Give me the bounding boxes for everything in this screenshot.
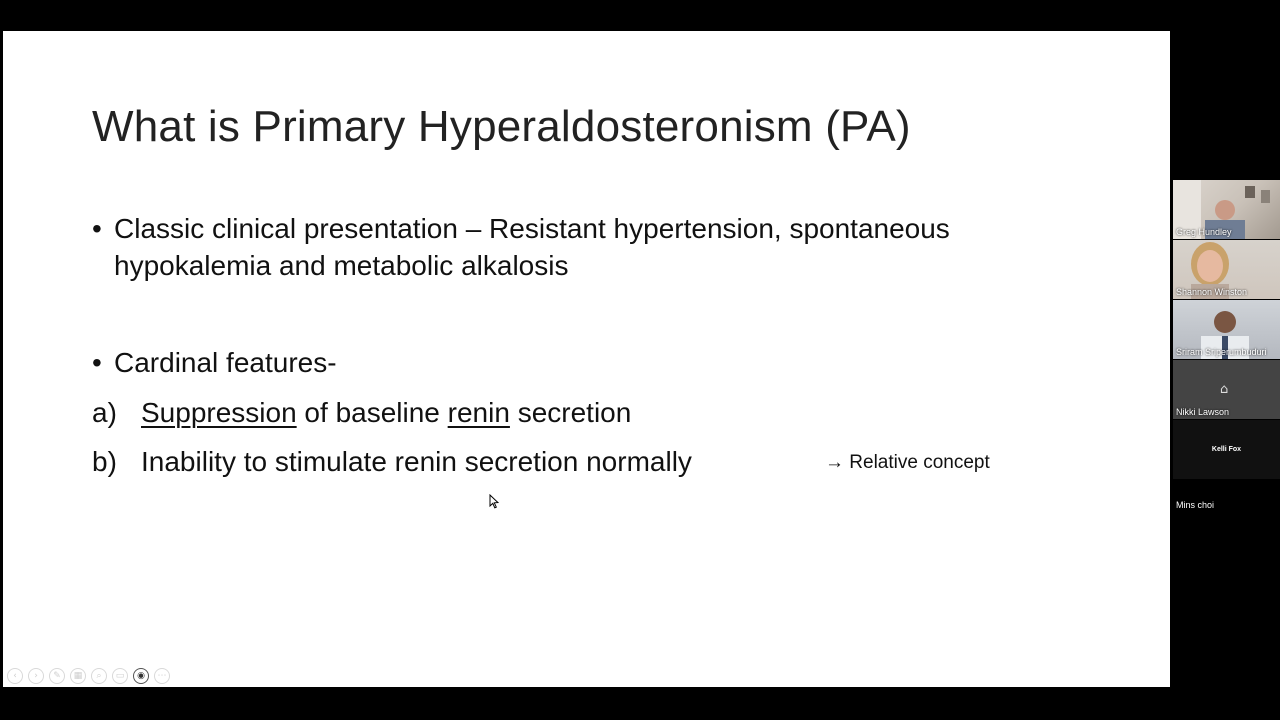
text-segment: secretion (509, 397, 632, 428)
participant-tile[interactable] (1173, 180, 1280, 239)
subtitles-icon[interactable]: ▭ (112, 668, 128, 684)
underlined-suppression: Suppression (141, 397, 297, 428)
participants-panel (1173, 180, 1280, 541)
text-segment: of baseline (296, 397, 448, 428)
presentation-slide (3, 31, 1170, 687)
sub-item-text (141, 394, 631, 431)
relative-concept-note: → Relative concept (825, 452, 990, 473)
participant-name: Kelli Fox (1211, 446, 1242, 453)
slides-icon[interactable]: ▦ (70, 668, 86, 684)
bullet-text: Cardinal features- (114, 347, 337, 378)
sub-item-text: Inability to stimulate renin secretion normally (141, 446, 692, 477)
slideshow-toolbar (7, 668, 170, 684)
video-icon[interactable]: ◉ (133, 668, 149, 684)
bullet-line-2: hypokalemia and metabolic alkalosis (114, 250, 569, 281)
participant-name: Sriram Sriperumbuduri (1176, 347, 1267, 357)
bullet-marker: • (92, 347, 102, 378)
previous-icon[interactable]: ‹ (7, 668, 23, 684)
pen-icon[interactable]: ✎ (49, 668, 65, 684)
mouse-pointer-icon (489, 494, 499, 509)
participant-tile[interactable] (1173, 420, 1280, 479)
more-icon[interactable]: ⋯ (154, 668, 170, 684)
zoom-icon[interactable]: ⌕ (91, 668, 107, 684)
camera-off-icon: ⌂ (1220, 382, 1229, 397)
participant-name: Shannon Winston (1176, 287, 1248, 297)
next-icon[interactable]: › (28, 668, 44, 684)
participant-name: Mins choi (1176, 500, 1215, 510)
bullet-marker: • (92, 213, 102, 244)
participant-tile[interactable] (1173, 360, 1280, 419)
participant-tile[interactable] (1173, 300, 1280, 359)
participant-tile[interactable] (1173, 480, 1280, 540)
participant-name: Greg Hundley (1176, 227, 1232, 237)
participant-tile[interactable] (1173, 240, 1280, 299)
sub-item-label: b) (92, 446, 117, 477)
underlined-renin: renin (447, 397, 510, 428)
bullet-line-1: Classic clinical presentation – Resistant hypertension, spontaneous (114, 213, 950, 244)
slide-title: What is Primary Hyperaldosteronism (PA) (92, 102, 911, 151)
participant-name: Nikki Lawson (1176, 407, 1230, 417)
sub-item-label: a) (92, 397, 117, 428)
